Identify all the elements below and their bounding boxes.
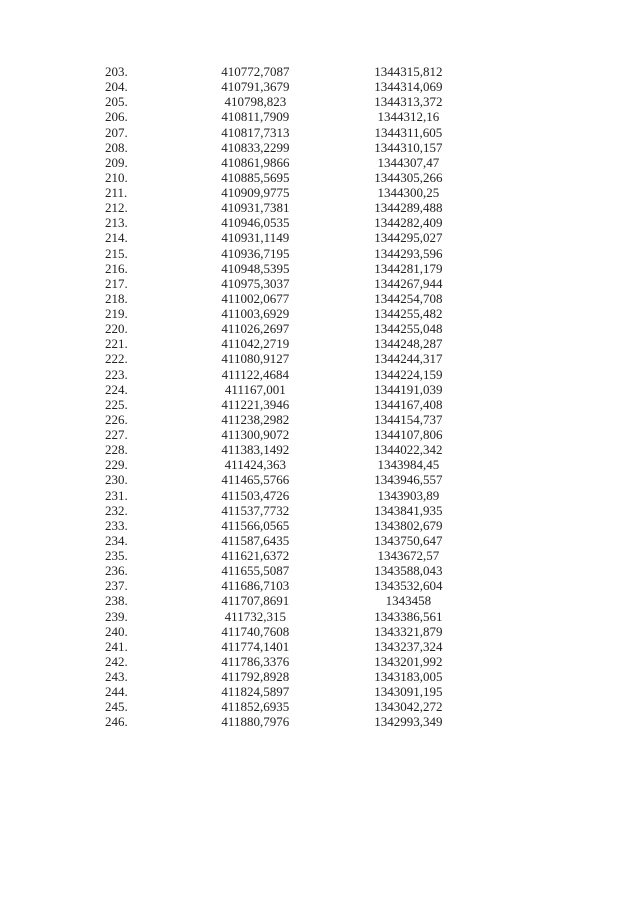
table-row: [100, 351, 480, 366]
x-coordinate-cell: 411686,7103: [221, 578, 290, 594]
table-row: [100, 548, 480, 563]
x-coordinate-cell: 411655,5087: [221, 563, 290, 579]
x-coordinate-cell: 411424,363: [224, 457, 286, 473]
table-row: [100, 125, 480, 140]
coordinate-table-body: [100, 64, 480, 730]
y-coordinate-cell: 1344282,409: [374, 215, 443, 231]
row-number-cell: 231.: [105, 487, 128, 503]
row-number-cell: 209.: [105, 154, 128, 170]
table-row: [100, 684, 480, 699]
y-coordinate-cell: 1343841,935: [374, 502, 443, 518]
table-row: [100, 185, 480, 200]
x-coordinate-cell: 411786,3376: [221, 653, 290, 669]
row-number-cell: 241.: [105, 638, 128, 654]
table-row: [100, 457, 480, 472]
y-coordinate-cell: 1344295,027: [374, 230, 443, 246]
x-coordinate-cell: 411587,6435: [221, 532, 290, 548]
x-coordinate-cell: 411003,6929: [221, 306, 290, 321]
table-row: [100, 306, 480, 321]
x-coordinate-cell: 411740,7608: [221, 623, 290, 639]
table-row: [100, 382, 480, 397]
y-coordinate-cell: 1344289,488: [374, 200, 443, 216]
x-coordinate-cell: 410948,5395: [221, 260, 290, 276]
y-coordinate-cell: 1344267,944: [374, 275, 443, 291]
table-row: [100, 654, 480, 669]
table-row: [100, 593, 480, 608]
table-row: [100, 533, 480, 548]
x-coordinate-cell: 411080,9127: [221, 351, 290, 367]
x-coordinate-cell: 411774,1401: [221, 638, 290, 654]
row-number-cell: 233.: [105, 517, 128, 533]
y-coordinate-cell: 1344307,47: [377, 154, 440, 170]
x-coordinate-cell: 410833,2299: [221, 139, 290, 155]
y-coordinate-cell: 1344022,342: [374, 442, 443, 458]
x-coordinate-cell: 411026,2697: [221, 321, 290, 337]
y-coordinate-cell: 1344107,806: [374, 427, 443, 442]
x-coordinate-cell: 410817,7313: [221, 124, 290, 140]
table-row: [100, 170, 480, 185]
x-coordinate-cell: 411707,8691: [221, 593, 290, 609]
table-row: [100, 336, 480, 351]
table-row: [100, 276, 480, 291]
table-row: [100, 442, 480, 457]
table-row: [100, 518, 480, 533]
x-coordinate-cell: 411852,6935: [221, 699, 290, 715]
x-coordinate-cell: 411566,0565: [221, 517, 290, 533]
row-number-cell: 246.: [105, 714, 128, 730]
y-coordinate-cell: 1343201,992: [374, 653, 443, 669]
x-coordinate-cell: 410811,7909: [221, 109, 290, 125]
y-coordinate-cell: 1343750,647: [374, 532, 443, 548]
row-number-cell: 216.: [105, 260, 128, 276]
y-coordinate-cell: 1344154,737: [374, 411, 443, 427]
y-coordinate-cell: 1344167,408: [374, 396, 443, 412]
x-coordinate-cell: 410909,9775: [221, 185, 290, 200]
table-row: [100, 64, 480, 79]
row-number-cell: 223.: [105, 366, 128, 382]
y-coordinate-cell: 1344255,482: [374, 306, 443, 321]
x-coordinate-cell: 411122,4684: [221, 366, 289, 382]
table-row: [100, 215, 480, 230]
table-row: [100, 291, 480, 306]
x-coordinate-cell: 411221,3946: [221, 396, 290, 412]
y-coordinate-cell: 1344244,317: [374, 351, 443, 367]
y-coordinate-cell: 1344248,287: [374, 336, 443, 352]
x-coordinate-cell: 410791,3679: [221, 79, 290, 95]
x-coordinate-cell: 410885,5695: [221, 169, 290, 185]
row-number-cell: 222.: [105, 351, 128, 367]
row-number-cell: 239.: [105, 608, 128, 624]
row-number-cell: 237.: [105, 578, 128, 594]
table-row: [100, 230, 480, 245]
x-coordinate-cell: 410861,9866: [221, 154, 290, 170]
y-coordinate-cell: 1343672,57: [377, 548, 440, 563]
x-coordinate-cell: 411792,8928: [221, 669, 290, 684]
x-coordinate-cell: 410931,1149: [221, 230, 290, 246]
table-row: [100, 397, 480, 412]
coordinate-table: [100, 64, 480, 730]
y-coordinate-cell: 1343183,005: [374, 669, 443, 684]
x-coordinate-cell: 411042,2719: [221, 336, 290, 352]
x-coordinate-cell: 411503,4726: [221, 487, 290, 503]
table-row: [100, 472, 480, 487]
y-coordinate-cell: 1343903,89: [377, 487, 440, 503]
table-row: [100, 246, 480, 261]
y-coordinate-cell: 1343802,679: [374, 517, 443, 533]
row-number-cell: 234.: [105, 532, 128, 548]
x-coordinate-cell: 410975,3037: [221, 275, 290, 291]
table-row: [100, 624, 480, 639]
table-row: [100, 94, 480, 109]
y-coordinate-cell: 1344300,25: [377, 185, 440, 200]
row-number-cell: 232.: [105, 502, 128, 518]
x-coordinate-cell: 410772,7087: [221, 64, 290, 79]
row-number-cell: 208.: [105, 139, 128, 155]
y-coordinate-cell: 1344293,596: [374, 245, 443, 261]
row-number-cell: 225.: [105, 396, 128, 412]
table-row: [100, 109, 480, 124]
table-row: [100, 79, 480, 94]
y-coordinate-cell: 1343042,272: [374, 699, 443, 715]
row-number-cell: 236.: [105, 563, 128, 579]
row-number-cell: 243.: [105, 669, 128, 684]
row-number-cell: 204.: [105, 79, 128, 95]
row-number-cell: 214.: [105, 230, 128, 246]
row-number-cell: 224.: [105, 381, 128, 397]
row-number-cell: 207.: [105, 124, 128, 140]
y-coordinate-cell: 1344315,812: [374, 64, 443, 79]
y-coordinate-cell: 1343237,324: [374, 638, 443, 654]
x-coordinate-cell: 411537,7732: [221, 502, 290, 518]
row-number-cell: 205.: [105, 94, 128, 110]
row-number-cell: 244.: [105, 684, 128, 700]
table-row: [100, 488, 480, 503]
y-coordinate-cell: 1343091,195: [374, 684, 443, 700]
table-row: [100, 669, 480, 684]
row-number-cell: 219.: [105, 306, 128, 321]
row-number-cell: 228.: [105, 442, 128, 458]
x-coordinate-cell: 410946,0535: [221, 215, 290, 231]
y-coordinate-cell: 1343588,043: [374, 563, 443, 579]
y-coordinate-cell: 1343984,45: [377, 457, 440, 473]
row-number-cell: 221.: [105, 336, 128, 352]
x-coordinate-cell: 411824,5897: [221, 684, 290, 700]
row-number-cell: 245.: [105, 699, 128, 715]
x-coordinate-cell: 411167,001: [224, 381, 286, 397]
row-number-cell: 227.: [105, 427, 128, 442]
row-number-cell: 230.: [105, 472, 128, 488]
x-coordinate-cell: 411732,315: [224, 608, 286, 624]
y-coordinate-cell: 1344281,179: [374, 260, 443, 276]
row-number-cell: 218.: [105, 290, 128, 306]
y-coordinate-cell: 1344254,708: [374, 290, 443, 306]
table-row: [100, 427, 480, 442]
y-coordinate-cell: 1343946,557: [374, 472, 443, 488]
table-row: [100, 714, 480, 729]
y-coordinate-cell: 1343386,561: [374, 608, 443, 624]
row-number-cell: 240.: [105, 623, 128, 639]
x-coordinate-cell: 411383,1492: [221, 442, 290, 458]
table-row: [100, 155, 480, 170]
y-coordinate-cell: 1344313,372: [374, 94, 443, 110]
row-number-cell: 226.: [105, 411, 128, 427]
row-number-cell: 242.: [105, 653, 128, 669]
table-row: [100, 563, 480, 578]
table-row: [100, 412, 480, 427]
row-number-cell: 213.: [105, 215, 128, 231]
y-coordinate-cell: 1343321,879: [374, 623, 443, 639]
x-coordinate-cell: 410936,7195: [221, 245, 290, 261]
x-coordinate-cell: 411465,5766: [221, 472, 290, 488]
row-number-cell: 211.: [105, 185, 128, 200]
table-row: [100, 261, 480, 276]
x-coordinate-cell: 410798,823: [224, 94, 287, 110]
table-row: [100, 321, 480, 336]
x-coordinate-cell: 411880,7976: [221, 714, 290, 730]
y-coordinate-cell: 1342993,349: [374, 714, 443, 730]
y-coordinate-cell: 1344305,266: [374, 169, 443, 185]
table-row: [100, 200, 480, 215]
table-row: [100, 503, 480, 518]
y-coordinate-cell: 1343458: [385, 593, 432, 609]
y-coordinate-cell: 1343532,604: [374, 578, 443, 594]
x-coordinate-cell: 411300,9072: [221, 427, 290, 442]
y-coordinate-cell: 1344255,048: [374, 321, 443, 337]
row-number-cell: 238.: [105, 593, 128, 609]
y-coordinate-cell: 1344310,157: [374, 139, 443, 155]
row-number-cell: 203.: [105, 64, 128, 79]
table-row: [100, 367, 480, 382]
row-number-cell: 212.: [105, 200, 128, 216]
y-coordinate-cell: 1344314,069: [374, 79, 443, 95]
row-number-cell: 229.: [105, 457, 128, 473]
row-number-cell: 206.: [105, 109, 128, 125]
x-coordinate-cell: 411238,2982: [221, 411, 290, 427]
table-row: [100, 140, 480, 155]
row-number-cell: 215.: [105, 245, 128, 261]
x-coordinate-cell: 410931,7381: [221, 200, 290, 216]
y-coordinate-cell: 1344311,605: [374, 124, 443, 140]
table-row: [100, 578, 480, 593]
y-coordinate-cell: 1344224,159: [374, 366, 443, 382]
x-coordinate-cell: 411002,0677: [221, 290, 290, 306]
y-coordinate-cell: 1344312,16: [377, 109, 440, 125]
table-row: [100, 639, 480, 654]
x-coordinate-cell: 411621,6372: [221, 548, 290, 563]
row-number-cell: 217.: [105, 275, 128, 291]
row-number-cell: 235.: [105, 548, 128, 563]
y-coordinate-cell: 1344191,039: [374, 381, 443, 397]
row-number-cell: 210.: [105, 169, 128, 185]
table-row: [100, 699, 480, 714]
table-row: [100, 609, 480, 624]
row-number-cell: 220.: [105, 321, 128, 337]
